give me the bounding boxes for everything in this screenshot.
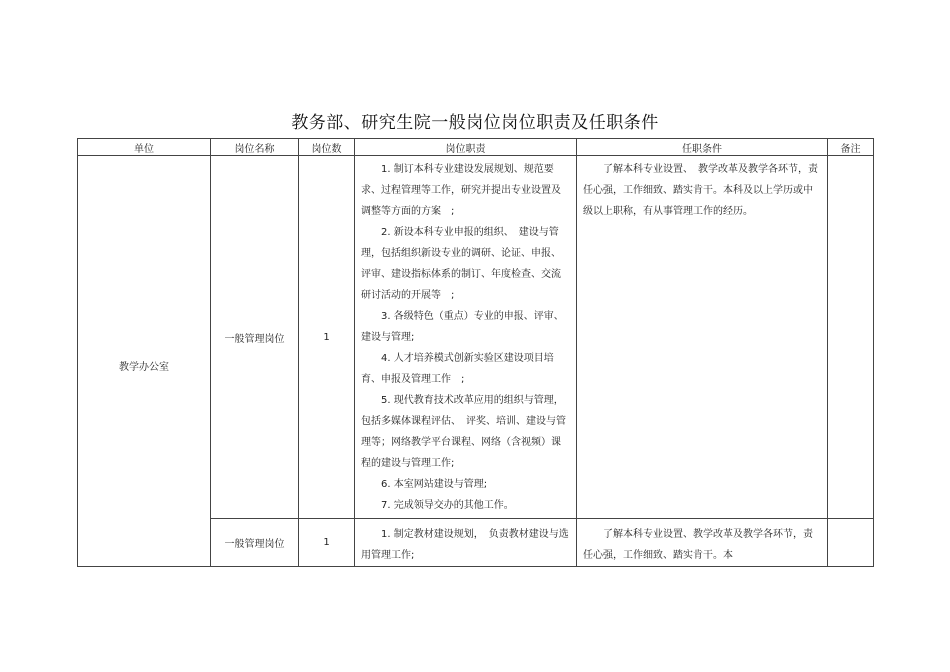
duty-item: 5. 现代教育技术改革应用的组织与管理，包括多媒体课程评估、 评奖、培训、建设与管理等；网络教学平台课程、网络（含视频）课程的建设与管理工作;: [361, 395, 566, 469]
header-requirements: 任职条件: [577, 139, 828, 156]
header-count: 岗位数: [299, 139, 355, 156]
requirements-text: 了解本科专业设置、 教学改革及教学各环节，责任心强，工作细致、踏实肯干。本科及以上学历或中级以上职称，有从事管理工作的经历。: [583, 164, 818, 217]
duties-cell: [355, 156, 577, 519]
duty-item: 6. 本室网站建设与管理;: [381, 479, 488, 490]
unit-name: 教学办公室: [119, 361, 169, 373]
table-header-row: [78, 139, 874, 156]
duty-table: [77, 138, 874, 567]
requirements-cell: [577, 156, 828, 519]
unit-cell: [78, 156, 211, 567]
position-cell: 一般管理岗位: [211, 156, 299, 519]
count-cell: 1: [299, 156, 355, 519]
notes-cell: [828, 519, 874, 567]
table-row: [78, 156, 874, 519]
duty-item: 7. 完成领导交办的其他工作。: [381, 500, 514, 511]
duty-item: 1. 制定教材建设规划， 负责教材建设与选用管理工作;: [361, 529, 569, 561]
header-unit: 单位: [78, 139, 211, 156]
count-cell: 1: [299, 519, 355, 567]
duty-item: 3. 各级特色（重点）专业的申报、评审、建设与管理;: [361, 311, 564, 343]
duties-cell: [355, 519, 577, 567]
document-title: 教务部、研究生院一般岗位岗位职责及任职条件: [291, 113, 659, 133]
requirements-text: 了解本科专业设置、教学改革及教学各环节，责任心强，工作细致、踏实肯干。本: [583, 529, 813, 561]
header-position: 岗位名称: [211, 139, 299, 156]
position-cell: 一般管理岗位: [211, 519, 299, 567]
notes-cell: [828, 156, 874, 519]
duty-item: 2. 新设本科专业申报的组织、 建设与管理，包括组织新设专业的调研、论证、申报、评审、建设指标体系的制订、年度检查、交流研讨活动的开展等 ;: [361, 227, 561, 301]
duty-item: 4. 人才培养模式创新实验区建设项目培育、申报及管理工作 ;: [361, 353, 554, 385]
header-duties: 岗位职责: [355, 139, 577, 156]
requirements-cell: [577, 519, 828, 567]
duty-item: 1. 制订本科专业建设发展规划、规范要求、过程管理等工作，研究并提出专业设置及调整等方面的方案 ;: [361, 164, 561, 217]
header-notes: 备注: [828, 139, 874, 156]
